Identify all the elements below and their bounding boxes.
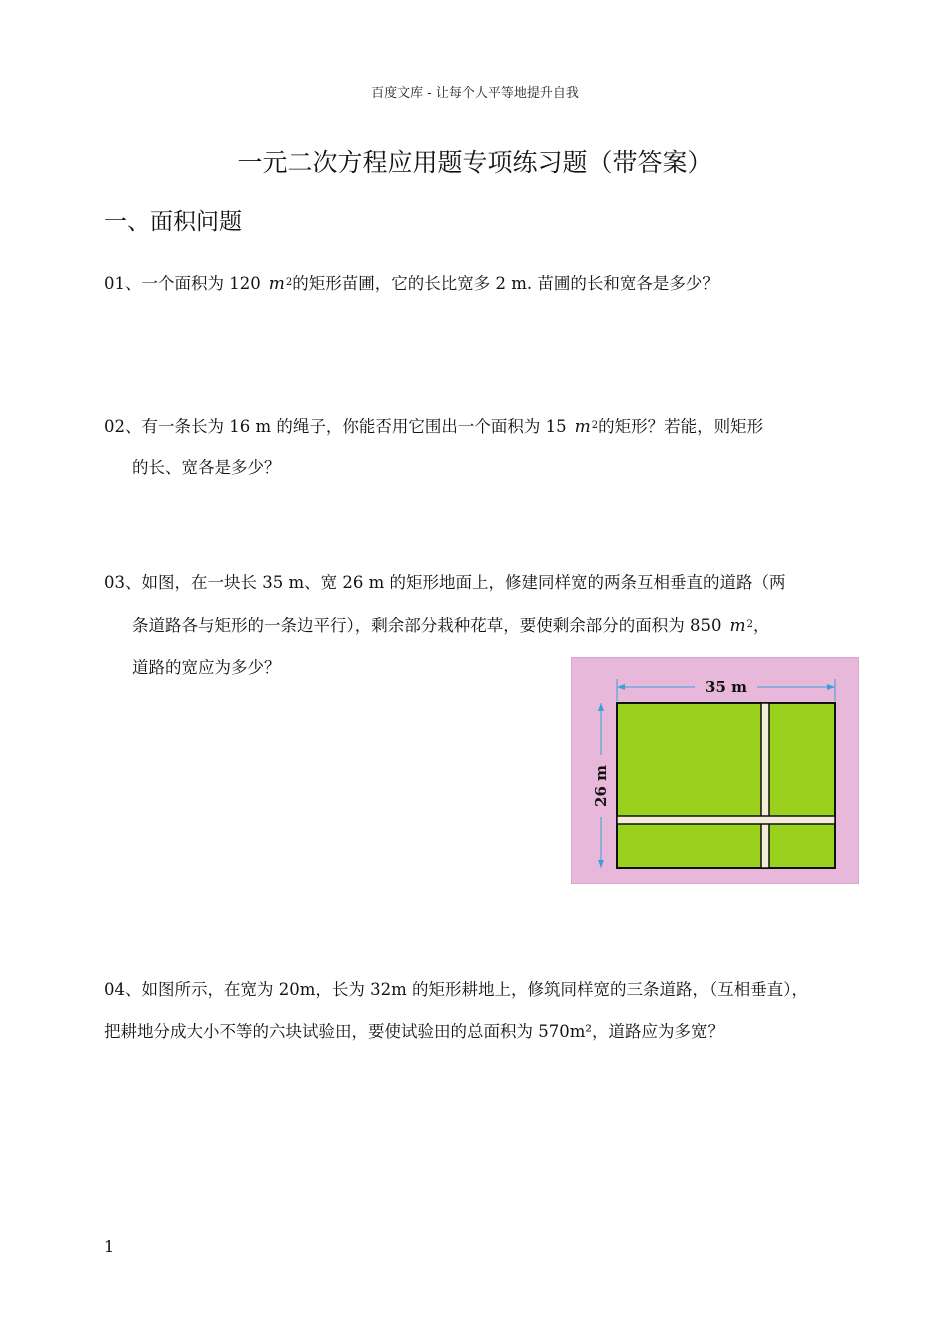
- document-header: 百度文库 - 让每个人平等地提升自我: [371, 86, 579, 101]
- question-03-line-3: 道路的宽应为多少？: [132, 658, 281, 677]
- question-02-line-2: 的长、宽各是多少？: [132, 458, 281, 477]
- question-03-text-before: 条道路各与矩形的一条边平行），剩余部分栽种花草，要使剩余部分的面积为 850: [132, 616, 722, 635]
- field-rectangle: [617, 703, 835, 868]
- question-03-line-1: 03、如图，在一块长 35 m、宽 26 m 的矩形地面上，修建同样宽的两条互相垂直的道路（两: [104, 573, 786, 592]
- horizontal-road: [617, 816, 835, 824]
- field-figure: [571, 657, 859, 884]
- height-label: 26 m: [592, 765, 610, 807]
- question-04-line-2: 把耕地分成大小不等的六块试验田，要使试验田的总面积为 570m²，道路应为多宽？: [104, 1022, 724, 1041]
- question-03-text-after: ，: [753, 616, 770, 635]
- width-label: 35 m: [705, 678, 747, 696]
- question-01-text-after: 的矩形苗圃，它的长比宽多 2 m. 苗圃的长和宽各是多少？: [292, 274, 719, 293]
- unit-m: m: [729, 616, 746, 636]
- question-01-text-before: 01、一个面积为 120: [104, 274, 261, 293]
- question-04-line-1: 04、如图所示，在宽为 20m，长为 32m 的矩形耕地上，修筑同样宽的三条道路，（互相垂直），: [104, 980, 809, 999]
- question-02-line-1: [104, 413, 763, 437]
- question-02-text-before: 02、有一条长为 16 m 的绳子，你能否用它围出一个面积为 15: [104, 417, 567, 436]
- unit-exponent: 2: [746, 619, 753, 630]
- road-intersection: [762, 817, 768, 823]
- unit-exponent: 2: [591, 420, 599, 431]
- page-number: 1: [104, 1237, 115, 1256]
- question-02-text-after: 的矩形？若能，则矩形: [598, 417, 764, 436]
- unit-m: m: [574, 417, 591, 437]
- question-03-line-2: [132, 612, 770, 636]
- field-diagram: [571, 657, 859, 884]
- unit-exponent: 2: [285, 277, 293, 288]
- unit-m: m: [268, 274, 285, 294]
- vertical-road: [761, 703, 769, 868]
- section-heading: 一、面积问题: [104, 209, 242, 235]
- document-title: 一元二次方程应用题专项练习题（带答案）: [237, 148, 713, 177]
- question-01: [104, 270, 719, 294]
